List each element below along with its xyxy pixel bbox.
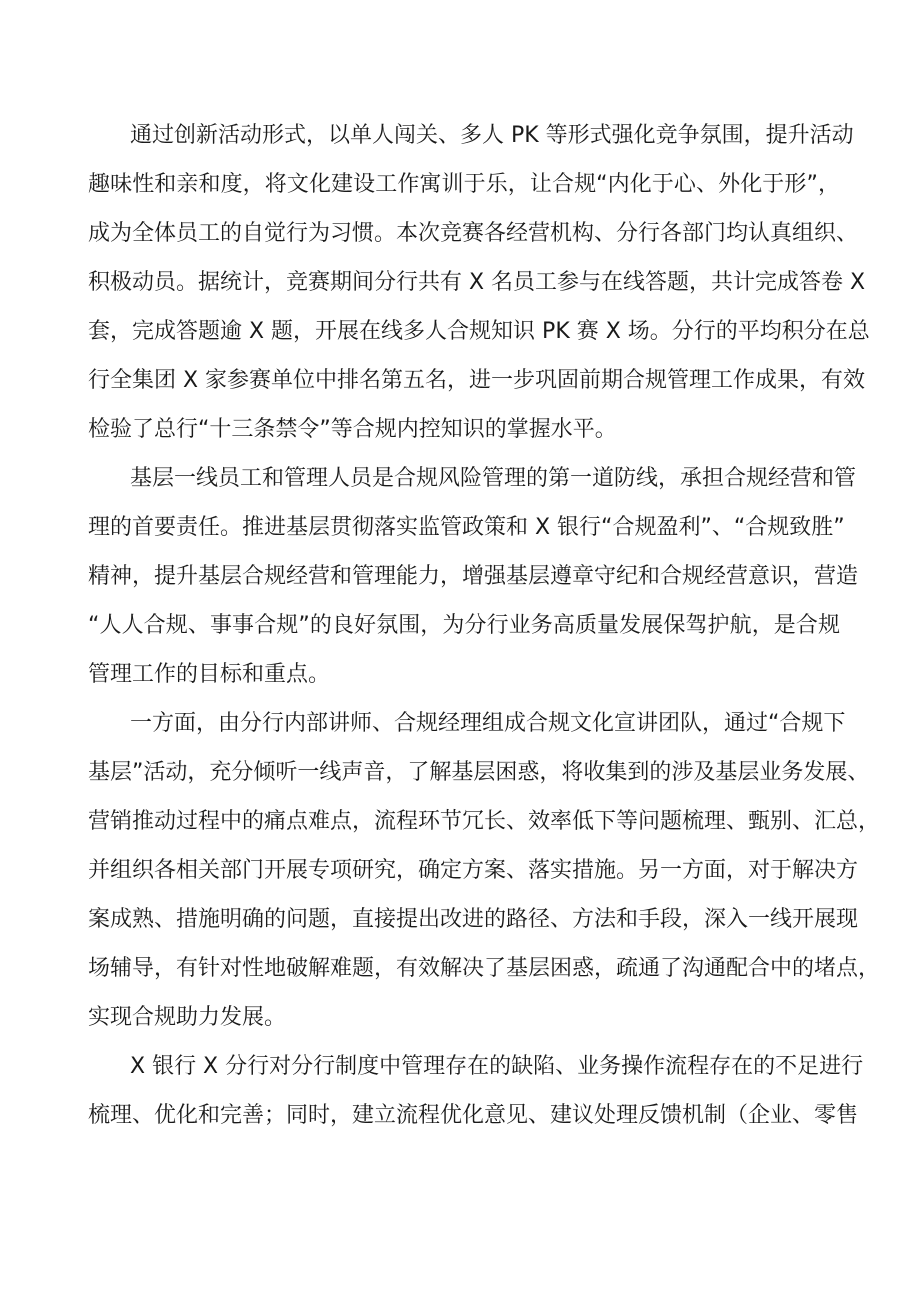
paragraph-1-line-5: 套，完成答题逾 X 题，开展在线多人合规知识 PK 赛 X 场。分行的平均积分在总 — [88, 319, 870, 344]
paragraph-1-line-2: 趣味性和亲和度，将文化建设工作寓训于乐，让合规“内化于心、外化于形”， — [88, 172, 840, 197]
paragraph-3-line-6: 场辅导，有针对性地破解难题，有效解决了基层困惑，疏通了沟通配合中的堵点， — [88, 956, 881, 981]
paragraph-1-line-4: 积极动员。据统计，竞赛期间分行共有 X 名员工参与在线答题，共计完成答卷 X — [88, 270, 866, 295]
paragraph-4-line-1: X 银行 X 分行对分行制度中管理存在的缺陷、业务操作流程存在的不足进行 — [130, 1054, 864, 1079]
paragraph-3-line-1: 一方面，由分行内部讲师、合规经理组成合规文化宣讲团队，通过“合规下 — [130, 711, 846, 736]
paragraph-1-line-6: 行全集团 X 家参赛单位中排名第五名，进一步巩固前期合规管理工作成果，有效 — [88, 368, 866, 393]
paragraph-1-line-3: 成为全体员工的自觉行为习惯。本次竞赛各经营机构、分行各部门均认真组织、 — [88, 221, 859, 246]
paragraph-3-line-4: 并组织各相关部门开展专项研究，确定方案、落实措施。另一方面，对于解决方 — [88, 858, 859, 883]
paragraph-2-line-3: 精神，提升基层合规经营和管理能力，增强基层遵章守纪和合规经营意识，营造 — [88, 564, 859, 589]
paragraph-3-line-5: 案成熟、措施明确的问题，直接提出改进的路径、方法和手段，深入一线开展现 — [88, 907, 859, 932]
paragraph-1-line-1: 通过创新活动形式，以单人闯关、多人 PK 等形式强化竞争氛围，提升活动 — [130, 123, 854, 148]
paragraph-3-line-7: 实现合规助力发展。 — [88, 1005, 287, 1030]
paragraph-1-line-7: 检验了总行“十三条禁令”等合规内控知识的掌握水平。 — [88, 417, 617, 442]
paragraph-3-line-3: 营销推动过程中的痛点难点，流程环节冗长、效率低下等问题梳理、甄别、汇总， — [88, 809, 881, 834]
paragraph-2-line-2: 理的首要责任。推进基层贯彻落实监管政策和 X 银行“合规盈利”、“合规致胜” — [88, 515, 845, 540]
paragraph-3-line-2: 基层”活动，充分倾听一线声音，了解基层困惑，将收集到的涉及基层业务发展、 — [88, 760, 870, 785]
paragraph-2-line-4: “人人合规、事事合规”的良好氛围，为分行业务高质量发展保驾护航，是合规 — [88, 613, 840, 638]
paragraph-4-line-2: 梳理、优化和完善；同时，建立流程优化意见、建议处理反馈机制（企业、零售 — [88, 1103, 859, 1128]
paragraph-2-line-5: 管理工作的目标和重点。 — [88, 662, 331, 687]
paragraph-2-line-1: 基层一线员工和管理人员是合规风险管理的第一道防线，承担合规经营和管 — [130, 466, 857, 491]
